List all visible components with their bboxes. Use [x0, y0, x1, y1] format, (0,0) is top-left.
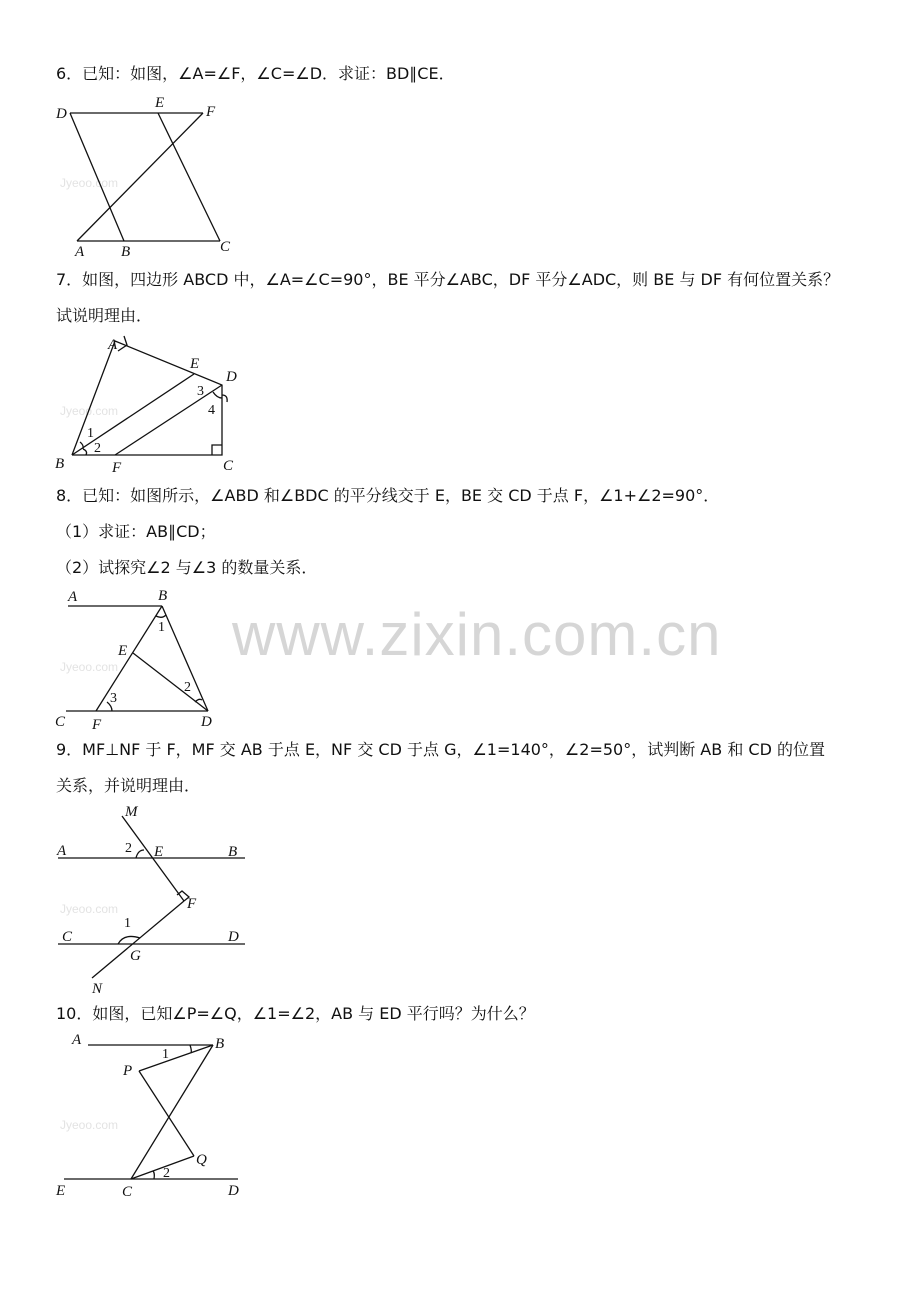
question-9-text-line-1: 9．MF⊥NF 于 F，MF 交 AB 于点 E，NF 交 CD 于点 G，∠1=140°，∠2=50°，试判断 AB 和 CD 的位置	[56, 740, 825, 759]
label-F: F	[112, 460, 122, 476]
faint-watermark: Jyeoo.com	[60, 176, 119, 190]
angle-arc-2	[136, 850, 144, 858]
label-D: D	[201, 714, 212, 730]
label-G: G	[130, 948, 141, 964]
segment-DF	[115, 385, 222, 455]
label-A: A	[57, 843, 67, 859]
angle-label-1: 1	[87, 426, 94, 441]
label-D: D	[228, 929, 239, 945]
angle-arc-1	[190, 1045, 191, 1053]
label-C: C	[220, 239, 231, 255]
label-A: A	[68, 589, 78, 605]
angle-label-1: 1	[124, 916, 131, 931]
label-C: C	[62, 929, 73, 945]
label-A: A	[75, 244, 85, 260]
question-9-figure	[50, 800, 260, 1000]
question-7-text-line-1: 7．如图，四边形 ABCD 中，∠A=∠C=90°，BE 平分∠ABC，DF 平分∠ADC，则 BE 与 DF 有何位置关系？	[56, 270, 840, 289]
angle-label-1: 1	[162, 1047, 169, 1062]
label-E: E	[56, 1183, 66, 1199]
label-N: N	[92, 981, 103, 997]
label-C: C	[55, 714, 66, 730]
question-7-figure	[50, 332, 250, 477]
label-E: E	[118, 643, 128, 659]
question-7-text-line-2: 试说明理由．	[56, 306, 153, 325]
label-F: F	[187, 896, 197, 912]
question-8-figure	[50, 585, 230, 735]
angle-arc-1	[156, 615, 166, 617]
segment-FA	[77, 113, 203, 241]
angle-arc-2	[83, 449, 87, 455]
segment-PQ	[139, 1071, 194, 1156]
label-E: E	[155, 95, 165, 111]
segment-BD	[162, 606, 208, 711]
label-D: D	[228, 1183, 239, 1199]
angle-label-2: 2	[184, 680, 191, 695]
question-6-text: 6．已知：如图，∠A=∠F，∠C=∠D．求证：BD∥CE．	[56, 64, 455, 83]
label-P: P	[123, 1063, 133, 1079]
watermark: www.zixin.com.cn	[232, 601, 722, 668]
right-angle-mark-C	[212, 445, 222, 455]
label-B: B	[55, 456, 65, 472]
angle-label-2: 2	[163, 1166, 170, 1181]
faint-watermark: Jyeoo.com	[60, 660, 119, 674]
angle-arc-2	[153, 1171, 154, 1179]
faint-watermark: Jyeoo.com	[60, 404, 119, 418]
label-A: A	[72, 1032, 82, 1048]
question-10-figure	[50, 1030, 260, 1205]
segment-BF	[96, 606, 162, 711]
label-E: E	[190, 356, 200, 372]
angle-label-1: 1	[158, 620, 165, 635]
angle-label-4: 4	[208, 403, 215, 418]
question-8-text-line-3: （2）试探究∠2 与∠3 的数量关系．	[56, 558, 318, 577]
label-F: F	[92, 717, 102, 733]
label-A: A	[108, 337, 118, 353]
question-10-text: 10．如图，已知∠P=∠Q，∠1=∠2，AB 与 ED 平行吗？为什么？	[56, 1004, 535, 1023]
angle-label-3: 3	[197, 384, 204, 399]
angle-arc-2	[195, 699, 202, 702]
question-9-text-line-2: 关系，并说明理由．	[56, 776, 201, 795]
label-D: D	[56, 106, 67, 122]
segment-BP	[139, 1045, 213, 1071]
question-6-figure	[50, 92, 240, 262]
question-8-text-line-2: （1）求证：AB∥CD；	[56, 522, 216, 541]
label-E: E	[154, 844, 164, 860]
label-D: D	[226, 369, 237, 385]
label-Q: Q	[196, 1152, 207, 1168]
faint-watermark: Jyeoo.com	[60, 902, 119, 916]
label-B: B	[158, 588, 168, 604]
label-C: C	[223, 458, 234, 474]
angle-label-2: 2	[125, 841, 132, 856]
angle-arc-3	[213, 392, 222, 398]
label-C: C	[122, 1184, 133, 1200]
label-B: B	[121, 244, 131, 260]
angle-arc-4	[222, 395, 227, 402]
label-F: F	[206, 104, 216, 120]
faint-watermark: Jyeoo.com	[60, 1118, 119, 1132]
segment-FN	[92, 901, 184, 978]
question-8-text-line-1: 8．已知：如图所示，∠ABD 和∠BDC 的平分线交于 E，BE 交 CD 于点 F，∠1+∠2=90°．	[56, 486, 720, 505]
segment-ED	[133, 653, 208, 711]
segment-EC	[158, 113, 220, 241]
label-B: B	[215, 1036, 225, 1052]
angle-label-3: 3	[110, 691, 117, 706]
angle-label-2: 2	[94, 441, 101, 456]
label-M: M	[125, 804, 138, 820]
label-B: B	[228, 844, 238, 860]
segment-DB	[70, 113, 124, 241]
